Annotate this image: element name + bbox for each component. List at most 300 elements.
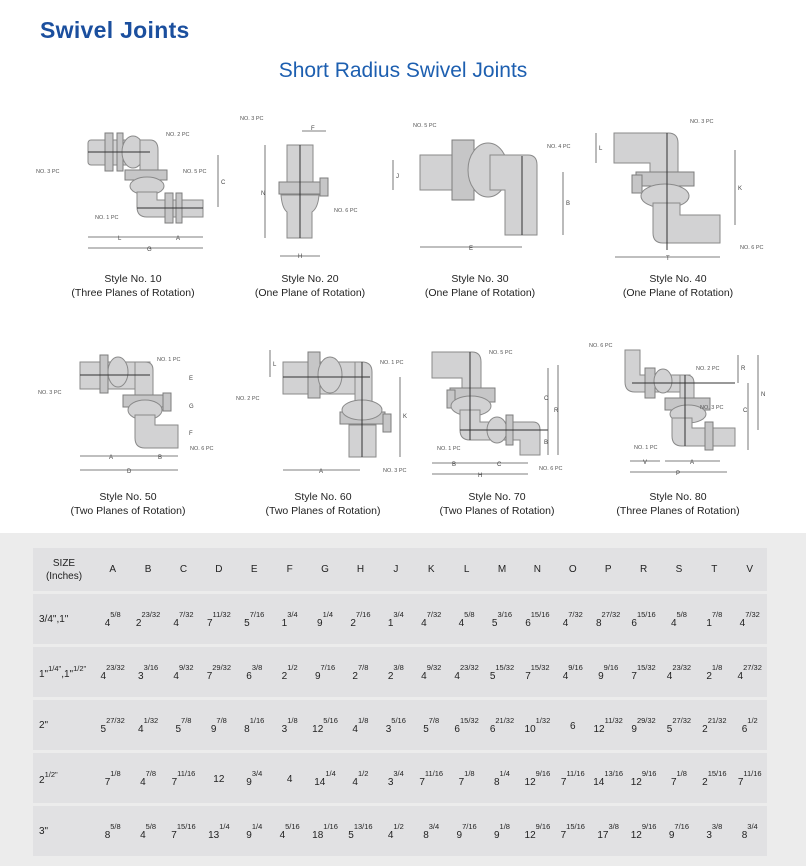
dimension-cell (307, 806, 342, 856)
style-planes: (Two Planes of Rotation) (265, 505, 381, 517)
dimension-label: L (273, 362, 277, 368)
dimension-whole: 6 (246, 670, 252, 682)
dimension-whole: 7 (560, 829, 567, 841)
dimension-label: H (298, 254, 303, 260)
dimension-cell (697, 806, 732, 856)
callout-label: NO. 1 PC (157, 357, 181, 363)
dimension-cell (626, 806, 661, 856)
dimension-cell (272, 647, 307, 697)
style-name: Style No. 60 (294, 491, 352, 503)
dimension-whole: 9 (668, 829, 675, 841)
dimension-fraction: 11/16 (566, 768, 585, 778)
column-header: D (201, 548, 236, 591)
dimension-whole: 9 (317, 617, 323, 629)
dimension-whole: 5 (175, 723, 182, 735)
dimension-label: G (189, 404, 194, 410)
dimension-whole: 12 (593, 723, 605, 735)
dimension-whole: 1 (706, 617, 712, 629)
dimension-cell (237, 700, 272, 750)
dimension-cell (626, 594, 661, 644)
dimension-fraction: 7/32 (745, 609, 760, 619)
dimension-whole: 2 (706, 670, 712, 682)
dimension-cell (378, 753, 413, 803)
dimension-whole: 6 (489, 723, 496, 735)
dimension-fraction: 7/8 (145, 768, 157, 778)
dimension-label: F (189, 431, 193, 437)
dimension-whole: 12 (630, 776, 642, 788)
dimension-fraction: 1/8 (676, 768, 687, 778)
diagram-style-20 (240, 116, 358, 260)
dimension-cell (520, 647, 555, 697)
dimension-whole: 5 (491, 617, 498, 629)
dimension-cell (130, 753, 165, 803)
dimension-whole: 12 (630, 829, 642, 841)
dimension-cell (343, 753, 378, 803)
dimension-cell (484, 753, 519, 803)
style-name: Style No. 30 (451, 273, 509, 285)
dimension-cell (378, 700, 413, 750)
dimension-cell (95, 700, 130, 750)
dimension-label: D (127, 469, 132, 475)
dimension-fraction: 3/16 (143, 662, 159, 672)
column-header: N (520, 548, 555, 591)
dimension-cell (732, 594, 767, 644)
dimension-cell (590, 594, 625, 644)
size-value: 3/4",1" (39, 613, 69, 625)
dimension-whole: 4 (104, 617, 111, 629)
dimension-cell (201, 594, 236, 644)
dimension-cell (307, 753, 342, 803)
dimension-cell (555, 594, 590, 644)
dimension-whole: 3 (138, 670, 144, 682)
dimension-whole: 4 (173, 670, 179, 682)
style-planes: (Three Planes of Rotation) (71, 287, 195, 299)
dimension-whole: 1 (281, 617, 288, 629)
dimension-cell (237, 594, 272, 644)
dimension-whole: 4 (737, 670, 744, 682)
callout-label: NO. 1 PC (380, 360, 404, 366)
dimension-label: C (544, 396, 549, 402)
dimension-whole: 7 (206, 617, 213, 629)
diagram-style-40 (596, 119, 764, 262)
dimension-cell (449, 806, 484, 856)
dimension-whole: 12 (213, 774, 225, 785)
dimension-cell (201, 647, 236, 697)
dimension-cell (626, 647, 661, 697)
callout-label: NO. 1 PC (634, 445, 658, 451)
dimension-cell (307, 700, 342, 750)
dimension-cell (237, 647, 272, 697)
column-header: C (166, 548, 201, 591)
dimension-label: A (319, 469, 324, 475)
dimension-cell (626, 700, 661, 750)
dimension-cell (520, 806, 555, 856)
dimension-fraction: 9/32 (426, 662, 442, 672)
dimension-whole: 2 (350, 617, 356, 629)
column-header: A (95, 548, 130, 591)
callout-label: NO. 6 PC (539, 466, 563, 472)
dimension-whole: 4 (739, 617, 746, 629)
callout-label: NO. 5 PC (413, 123, 437, 129)
dimension-whole: 17 (597, 829, 609, 841)
caption-style-50 (28, 490, 228, 518)
dimension-label: E (469, 246, 474, 252)
dimension-label: H (478, 473, 483, 479)
dimension-fraction: 15/16 (530, 609, 550, 619)
dimension-fraction: 1/2 (357, 768, 369, 778)
caption-style-40 (578, 272, 778, 300)
dimension-fraction: 3/16 (497, 609, 513, 619)
style-name: Style No. 70 (468, 491, 526, 503)
diagram-style-10 (36, 132, 226, 253)
dimension-cell (272, 806, 307, 856)
dimension-cell (343, 594, 378, 644)
dimension-cell (732, 700, 767, 750)
callout-label: NO. 6 PC (334, 208, 358, 214)
dimension-cell (661, 647, 696, 697)
caption-style-80 (578, 490, 778, 518)
dimension-fraction: 5/16 (391, 715, 406, 725)
column-header: M (484, 548, 519, 591)
dimension-fraction: 11/16 (177, 768, 196, 778)
dimension-fraction: 15/32 (495, 662, 515, 672)
dimension-cell (166, 647, 201, 697)
dimension-cell (661, 700, 696, 750)
column-header: S (661, 548, 696, 591)
dimension-whole: 8 (595, 617, 602, 629)
dimension-fraction: 27/32 (601, 609, 621, 619)
dimension-whole: 9 (246, 776, 252, 788)
dimension-label: K (738, 186, 743, 192)
dimension-cell (520, 594, 555, 644)
dimension-cell (449, 647, 484, 697)
style-planes: (One Plane of Rotation) (424, 287, 536, 299)
dimension-fraction: 7/16 (320, 662, 336, 672)
dimension-fraction: 9/16 (535, 821, 551, 831)
dimension-fraction: 1/8 (110, 768, 121, 778)
dimension-whole: 3 (385, 723, 392, 735)
dimension-cell (95, 647, 130, 697)
caption-style-30 (380, 272, 580, 300)
style-planes: (One Plane of Rotation) (254, 287, 366, 299)
dimension-fraction: 15/16 (176, 821, 196, 831)
dimension-fraction: 9/16 (641, 821, 657, 831)
dimension-cell (343, 647, 378, 697)
dimension-whole: 6 (631, 617, 637, 629)
dimension-cell (697, 594, 732, 644)
dimension-fraction: 27/32 (672, 715, 692, 725)
dimension-fraction: 3/8 (608, 821, 619, 831)
dimension-fraction: 5/8 (110, 609, 121, 619)
dimension-fraction: 9/16 (603, 662, 619, 672)
callout-label: NO. 2 PC (166, 132, 190, 138)
dimension-fraction: 27/32 (106, 715, 125, 725)
dimension-cell (697, 647, 732, 697)
dimension-cell (555, 753, 590, 803)
dimension-cell (166, 594, 201, 644)
dimension-cell (130, 806, 165, 856)
dimension-fraction: 15/32 (530, 662, 550, 672)
callout-label: NO. 3 PC (36, 169, 60, 175)
column-header: L (449, 548, 484, 591)
dimension-whole: 9 (631, 723, 637, 735)
dimension-fraction: 11/32 (212, 609, 231, 619)
column-header: R (626, 548, 661, 591)
dimension-cell (590, 806, 625, 856)
dimension-cell (272, 594, 307, 644)
dimension-fraction: 5/8 (145, 821, 157, 831)
dimension-whole: 14 (593, 776, 605, 788)
section-title: Short Radius Swivel Joints (278, 59, 528, 82)
dimension-cell (95, 806, 130, 856)
dimension-fraction: 3/4 (428, 821, 440, 831)
dimension-cell (307, 594, 342, 644)
dimension-cell (484, 700, 519, 750)
dimension-fraction: 5/16 (323, 715, 338, 725)
dimension-cell (272, 700, 307, 750)
callout-label: NO. 3 PC (690, 119, 714, 125)
dimension-whole: 5 (348, 829, 354, 841)
callout-label: NO. 6 PC (589, 343, 613, 349)
size-value: 3" (39, 825, 49, 837)
dimension-cell (201, 753, 236, 803)
callout-label: NO. 5 PC (489, 350, 513, 356)
dimension-fraction: 15/16 (636, 609, 656, 619)
size-value: 2" (39, 719, 49, 731)
dimension-whole: 5 (100, 723, 107, 735)
dimension-cell (378, 806, 413, 856)
column-header: E (237, 548, 272, 591)
dimension-cell (130, 700, 165, 750)
dimension-label: B (566, 201, 571, 207)
dimension-fraction: 3/8 (251, 662, 263, 672)
table-row (33, 806, 767, 856)
column-header: T (697, 548, 732, 591)
dimension-fraction: 23/32 (459, 662, 479, 672)
size-header-label: SIZE (52, 557, 76, 569)
dimension-label: L (118, 236, 122, 242)
size-value: 1" (39, 669, 49, 680)
dimension-whole: 6 (454, 723, 460, 735)
dimension-fraction: 1/4 (499, 768, 510, 778)
column-header: H (343, 548, 378, 591)
dimension-cell (201, 806, 236, 856)
dimension-fraction: 7/8 (181, 715, 192, 725)
dimension-cell (555, 647, 590, 697)
callout-label: NO. 3 PC (38, 390, 62, 396)
dimension-label: N (261, 191, 266, 197)
dimensions-table (33, 545, 767, 859)
dimension-cell (732, 753, 767, 803)
dimension-whole: 4 (421, 617, 427, 629)
style-planes: (Two Planes of Rotation) (70, 505, 186, 517)
dimension-whole: 10 (524, 723, 536, 735)
dimension-fraction: 1/2 (393, 821, 404, 831)
table-row (33, 700, 767, 750)
dimension-label: E (189, 376, 194, 382)
dimension-whole: 4 (140, 829, 146, 841)
dimension-cell (661, 594, 696, 644)
table-row (33, 753, 767, 803)
dimension-label: B (452, 462, 457, 468)
dimension-label: G (147, 247, 152, 253)
callout-label: NO. 2 PC (696, 366, 720, 372)
dimension-fraction: 23/32 (106, 662, 125, 672)
dimension-cell (520, 753, 555, 803)
dimension-fraction: 15/16 (566, 821, 585, 831)
dimension-whole: 4 (138, 723, 144, 735)
dimension-label: L (599, 146, 603, 152)
dimension-whole: 12 (524, 829, 536, 841)
dimension-fraction: 11/32 (604, 715, 623, 725)
style-planes: (Two Planes of Rotation) (439, 505, 555, 517)
style-name: Style No. 40 (649, 273, 707, 285)
callout-label: NO. 3 PC (383, 468, 407, 474)
dimension-fraction: 7/16 (249, 609, 265, 619)
dimension-fraction: 1/8 (464, 768, 475, 778)
dimension-cell (484, 594, 519, 644)
dimension-fraction: 3/4 (747, 821, 758, 831)
dimension-fraction: 1/8 (499, 821, 510, 831)
dimension-fraction: 3/4 (393, 768, 404, 778)
dimension-fraction: 7/16 (462, 821, 477, 831)
dimension-fraction: 1/16 (323, 821, 338, 831)
size-cell (33, 753, 95, 803)
dimension-whole: 4 (666, 670, 673, 682)
dimension-fraction: 21/32 (495, 715, 515, 725)
column-header: J (378, 548, 413, 591)
dimension-whole: 12 (312, 723, 324, 735)
style-name: Style No. 20 (281, 273, 339, 285)
style-name: Style No. 10 (104, 273, 162, 285)
dimension-fraction: 3/8 (711, 821, 723, 831)
style-planes: (One Plane of Rotation) (622, 287, 734, 299)
dimension-whole: 9 (210, 723, 217, 735)
dimension-label: V (643, 460, 648, 466)
dimension-cell (414, 700, 449, 750)
dimension-label: C (743, 408, 748, 414)
dimension-whole: 8 (493, 776, 500, 788)
dimension-whole: 2 (702, 776, 708, 788)
dimension-fraction: 1/16 (249, 715, 265, 725)
dimension-whole: 6 (525, 617, 531, 629)
dimension-fraction: 1/32 (535, 715, 551, 725)
dimension-fraction: 1/2 (747, 715, 758, 725)
dimension-whole: 7 (171, 829, 177, 841)
dimension-fraction: 7/8 (711, 609, 723, 619)
dimension-fraction: 29/32 (636, 715, 656, 725)
dimension-fraction: 1/4 (322, 609, 334, 619)
callout-label: NO. 3 PC (700, 405, 724, 411)
dimension-cell (484, 806, 519, 856)
style-planes: (Three Planes of Rotation) (616, 505, 740, 517)
dimension-whole: 8 (423, 829, 429, 841)
dimension-fraction: 11/16 (424, 768, 444, 778)
dimension-whole: 8 (244, 723, 250, 735)
dimension-fraction: 1/8 (357, 715, 369, 725)
dimension-cell (130, 647, 165, 697)
dimension-whole: 9 (246, 829, 252, 841)
dimension-fraction: 7/8 (216, 715, 227, 725)
dimension-whole: 12 (524, 776, 536, 788)
column-header: V (732, 548, 767, 591)
dimension-whole: 5 (244, 617, 250, 629)
dimension-fraction: 3/4 (393, 609, 404, 619)
dimension-label: B (544, 440, 549, 446)
dimension-cell (661, 753, 696, 803)
dimension-cell (697, 700, 732, 750)
dimension-fraction: 7/32 (568, 609, 583, 619)
dimension-fraction: 23/32 (672, 662, 692, 672)
dimension-fraction: 7/8 (357, 662, 369, 672)
diagram-style-50 (38, 355, 214, 475)
dimension-whole: 7 (104, 776, 111, 788)
dimension-cell (484, 647, 519, 697)
dimension-whole: 5 (489, 670, 496, 682)
dimension-cell (414, 647, 449, 697)
size-fraction: 1/2" (73, 664, 87, 673)
dimension-fraction: 13/16 (353, 821, 373, 831)
size-header-unit: (Inches) (45, 570, 83, 582)
dimension-fraction: 3/4 (251, 768, 263, 778)
dimension-cell (237, 753, 272, 803)
dimension-whole: 14 (314, 776, 326, 788)
callout-label: NO. 6 PC (190, 446, 214, 452)
dimension-cell (201, 700, 236, 750)
dimension-cell (166, 806, 201, 856)
dimension-cell (343, 700, 378, 750)
dimension-whole: 3 (387, 776, 394, 788)
dimension-label: C (497, 462, 502, 468)
dimension-fraction: 3/4 (287, 609, 298, 619)
dimension-cell (166, 700, 201, 750)
dimension-cell (166, 753, 201, 803)
dimension-fraction: 23/32 (141, 609, 161, 619)
dimension-fraction: 7/16 (355, 609, 371, 619)
dimension-fraction: 21/32 (707, 715, 727, 725)
dimension-cell (555, 700, 590, 750)
size-fraction: 1/2" (44, 770, 58, 779)
column-header: O (555, 548, 590, 591)
dimension-cell (130, 594, 165, 644)
dimension-cell (237, 806, 272, 856)
size-cell (33, 806, 95, 856)
dimension-whole: 4 (387, 829, 394, 841)
dimension-whole: 7 (560, 776, 567, 788)
dimension-fraction: 13/16 (604, 768, 624, 778)
diagram-style-70 (432, 350, 563, 479)
dimension-whole: 4 (100, 670, 107, 682)
dimension-cell (626, 753, 661, 803)
dimension-whole: 4 (352, 723, 358, 735)
dimension-fraction: 29/32 (212, 662, 232, 672)
dimension-cell (732, 806, 767, 856)
caption-style-60 (223, 490, 423, 518)
dimension-cell (414, 753, 449, 803)
dimension-whole: 2 (135, 617, 142, 629)
dimension-fraction: 15/16 (707, 768, 727, 778)
dimension-whole: 2 (281, 670, 288, 682)
dimension-fraction: 7/16 (674, 821, 690, 831)
dimension-whole: 2 (702, 723, 708, 735)
dimension-cell (590, 647, 625, 697)
callout-label: NO. 2 PC (236, 396, 260, 402)
dimension-fraction: 7/32 (426, 609, 442, 619)
dimension-label: F (311, 126, 315, 132)
dimension-cell (449, 594, 484, 644)
dimension-fraction: 3/8 (393, 662, 404, 672)
dimension-whole: 2 (387, 670, 394, 682)
